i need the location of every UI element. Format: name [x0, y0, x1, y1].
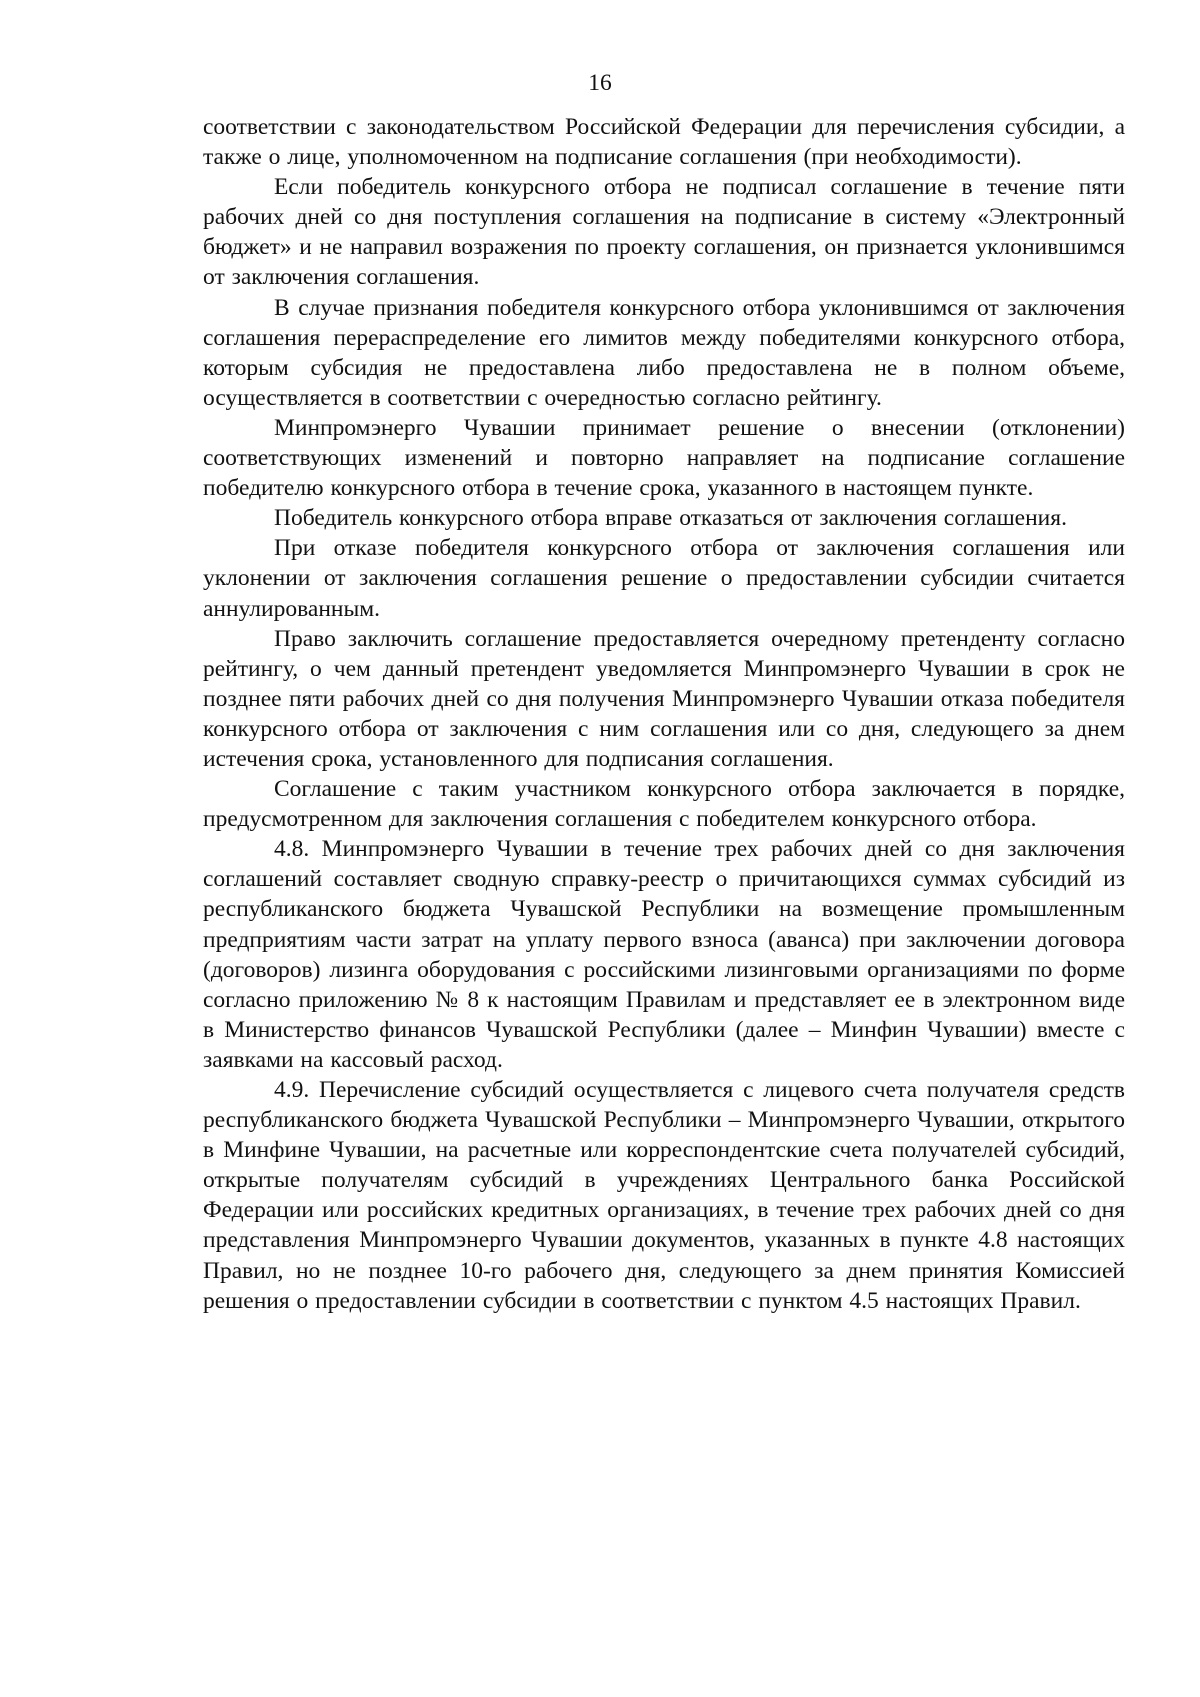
paragraph-8: Соглашение с таким участником конкурсного отбора заключается в порядке, предусмотренном для заключения соглашения с победителем конкурсного отбора. [203, 776, 1125, 833]
paragraph-1: соответствии с законодательством Российской Федерации для перечисления субсидии, а также о лице, уполномоченном на подписание соглашения (при необходимости). [203, 114, 1125, 171]
page-number: 16 [588, 70, 612, 96]
paragraph-7: Право заключить соглашение предоставляется очередному претенденту согласно рейтингу, о чем данный претендент уведомляется Минпромэнерго Чувашии в срок не позднее пяти рабочих дней со дня получения Минпромэнерго Чувашии отказа победителя конкурсного отбора от заключения с ним соглашения или со дня, следующего за днем истечения срока, установленного для подписания соглашения. [203, 625, 1125, 772]
paragraph-4-8: 4.8. Минпромэнерго Чувашии в течение трех рабочих дней со дня заключения соглашений составляет сводную справку-реестр о причитающихся суммах субсидий из республиканского бюджета Чувашской Республики на возмещение промышленным предприятиям части затрат на уплату первого взноса (аванса) при заключении договора (договоров) лизинга оборудования с российскими лизинговыми организациями по форме согласно приложению № 8 к настоящим Правилам и представляет ее в электронном виде в Министерство финансов Чувашской Республики (далее – Минфин Чувашии) вместе с заявками на кассовый расход. [203, 836, 1125, 1073]
paragraph-4: Минпромэнерго Чувашии принимает решение о внесении (отклонении) соответствующих изменений и повторно направляет на подписание соглашение победителю конкурсного отбора в течение срока, указанного в настоящем пункте. [203, 414, 1125, 502]
paragraph-6: При отказе победителя конкурсного отбора от заключения соглашения или уклонении от заключения соглашения решение о предоставлении субсидии считается аннулированным. [203, 535, 1125, 622]
paragraph-3: В случае признания победителя конкурсного отбора уклонившимся от заключения соглашения перераспределение его лимитов между победителями конкурсного отбора, которым субсидия не предоставлена либо предоставлена не в полном объеме, осуществляется в соответствии с очередностью согласно рейтингу. [203, 294, 1125, 411]
paragraph-2: Если победитель конкурсного отбора не подписал соглашение в течение пяти рабочих дней со дня поступления соглашения на подписание в систему «Электронный бюджет» и не направил возражения по проекту соглашения, он признается уклонившимся от заключения соглашения. [203, 174, 1125, 291]
paragraph-5: Победитель конкурсного отбора вправе отказаться от заключения соглашения. [274, 505, 1067, 532]
paragraph-4-9: 4.9. Перечисление субсидий осуществляется с лицевого счета получателя средств республиканского бюджета Чувашской Республики – Минпромэнерго Чувашии, открытого в Минфине Чувашии, на расчетные или корреспондентские счета получателей субсидий, открытые получателям субсидий в учреждениях Центрального банка Российской Федерации или российских кредитных организациях, в течение трех рабочих дней со дня представления Минпромэнерго Чувашии документов, указанных в пункте 4.8 настоящих Правил, но не позднее 10-го рабочего дня, следующего за днем принятия Комиссией решения о предоставлении субсидии в соответствии с пунктом 4.5 настоящих Правил. [203, 1077, 1125, 1314]
document-body [203, 112, 1125, 1316]
